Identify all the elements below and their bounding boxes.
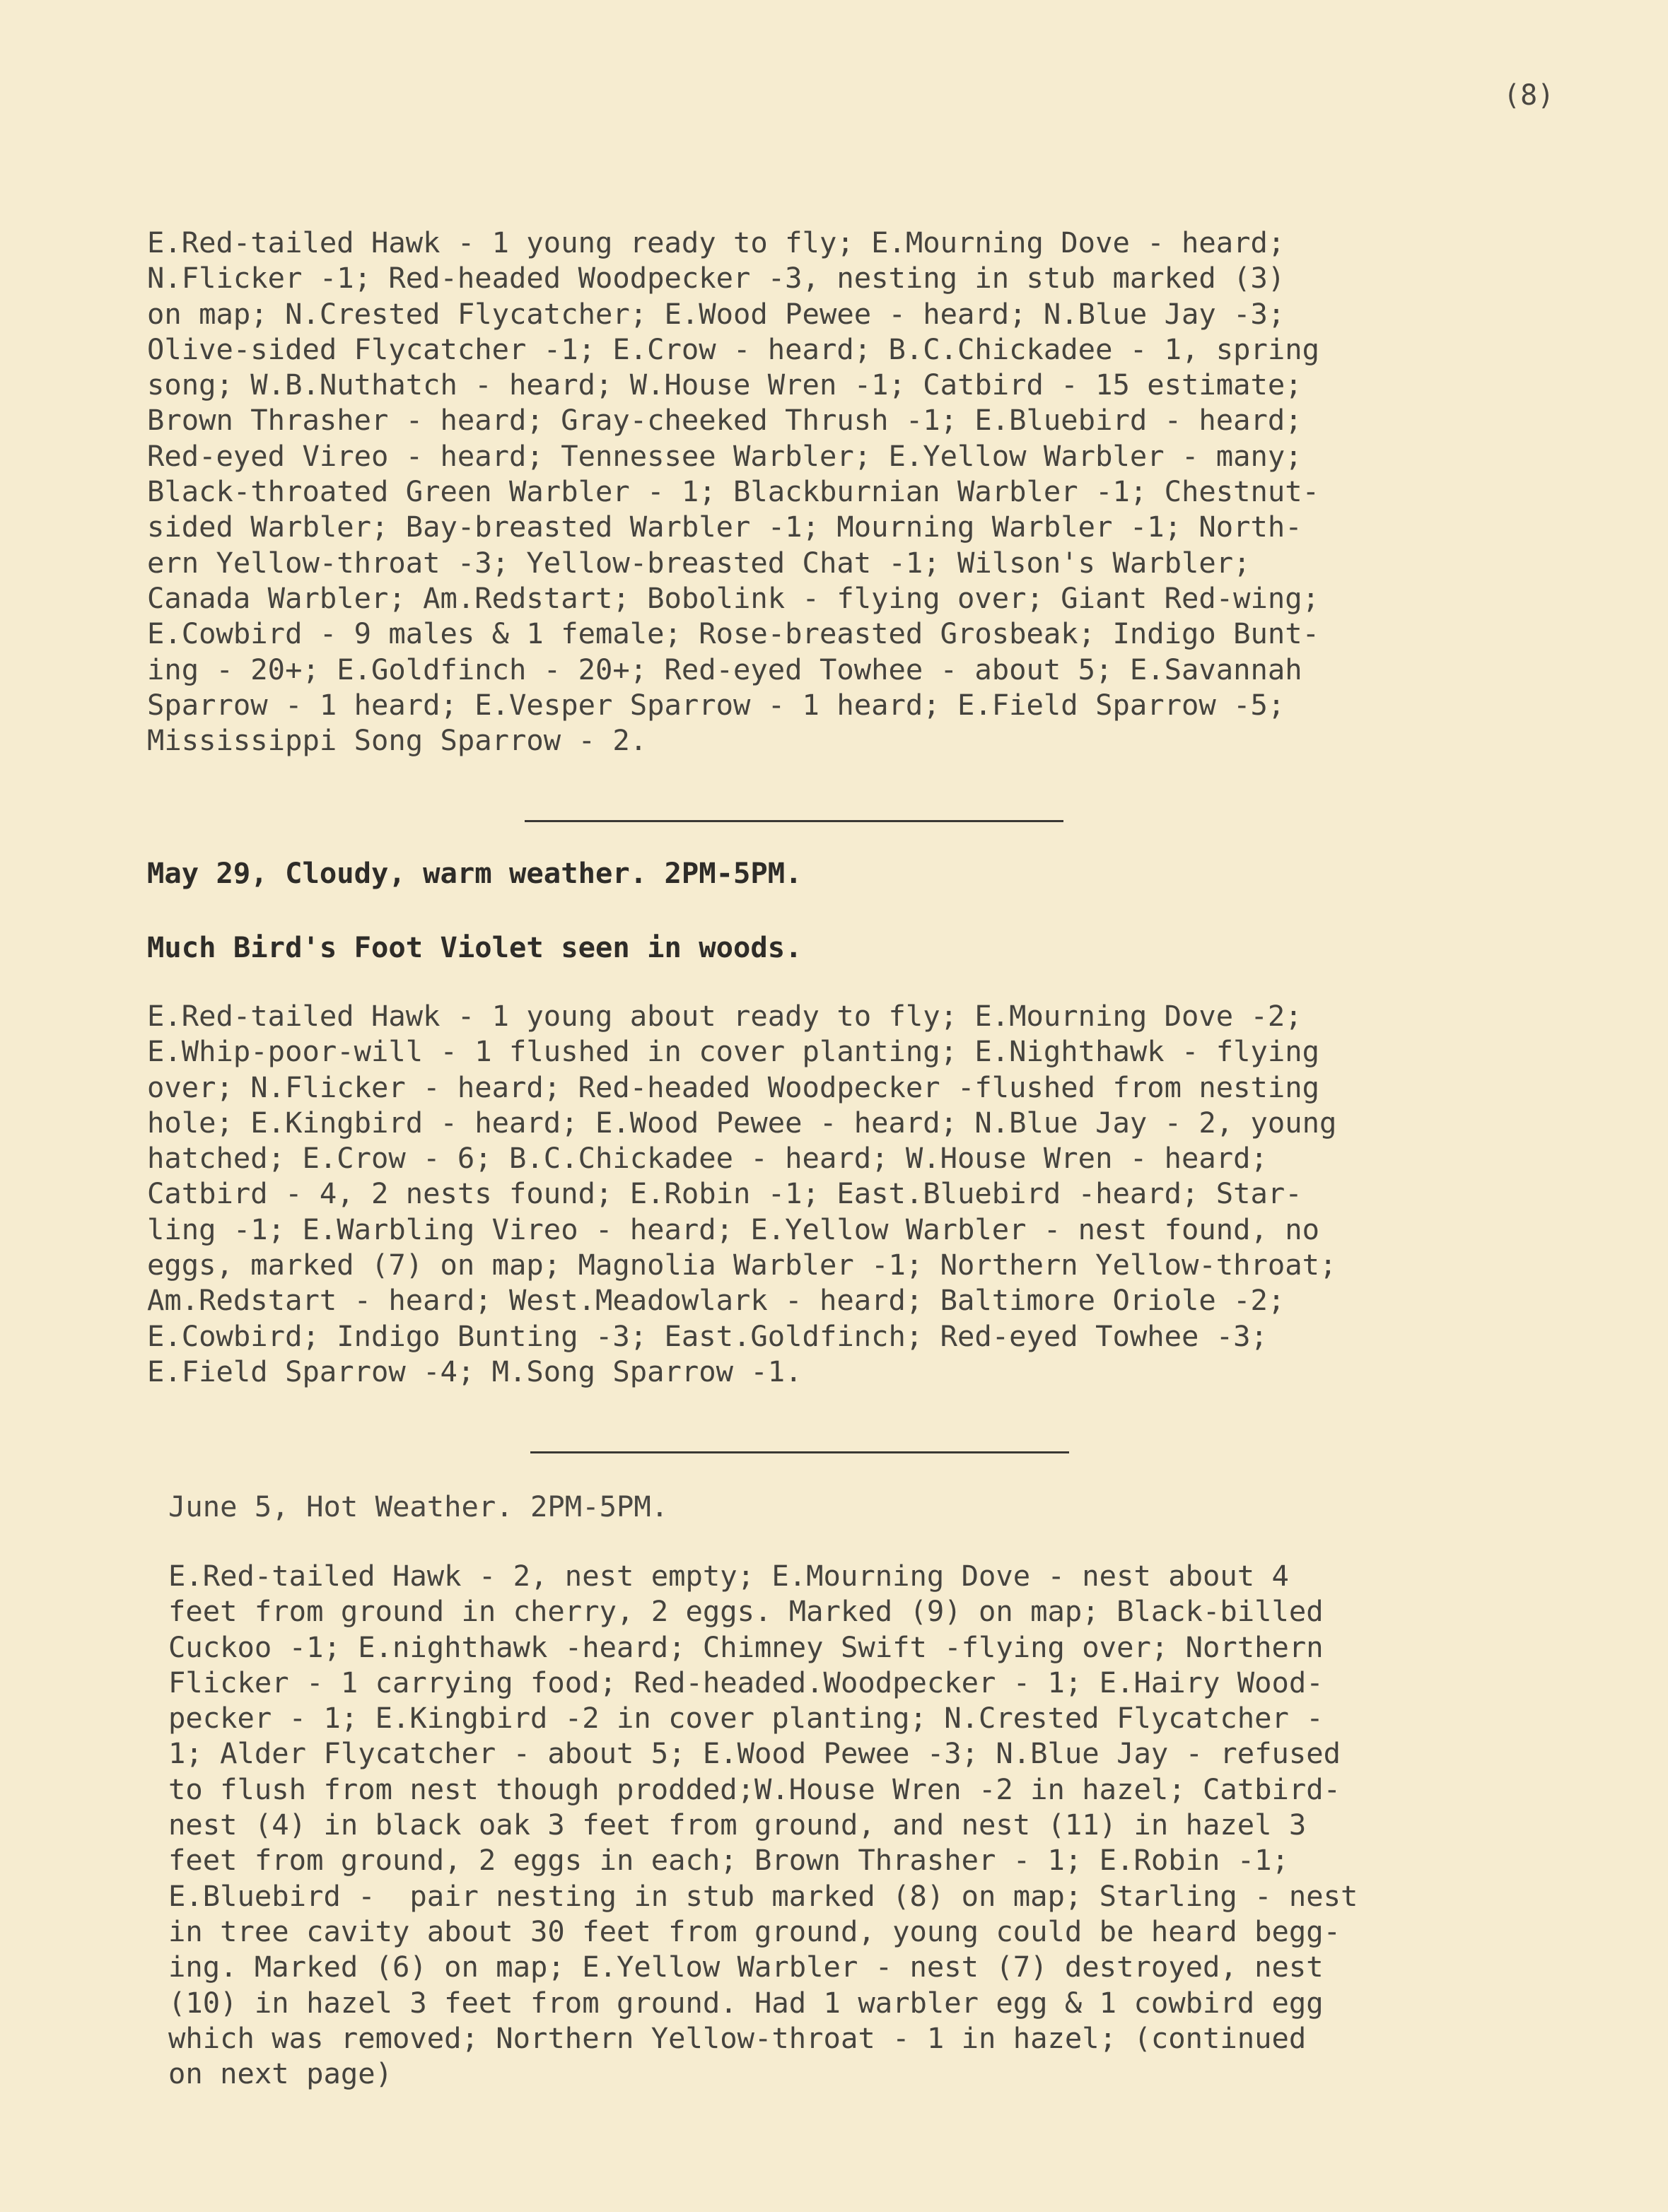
text-line: (10) in hazel 3 feet from ground. Had 1 warbler egg & 1 cowbird egg	[168, 1985, 1324, 2020]
text-line: Mississippi Song Sparrow - 2.	[147, 723, 648, 758]
text-line: Sparrow - 1 heard; E.Vesper Sparrow - 1 heard; E.Field Sparrow -5;	[147, 687, 1285, 722]
text-line: ing. Marked (6) on map; E.Yellow Warbler - nest (7) destroyed, nest	[168, 1950, 1324, 1984]
entry-date-may-29: May 29, Cloudy, warm weather. 2PM-5PM.	[147, 856, 803, 890]
text-line: in tree cavity about 30 feet from ground, young could be heard begg-	[168, 1914, 1341, 1948]
text-line: Brown Thrasher - heard; Gray-cheeked Thrush -1; E.Bluebird - heard;	[147, 403, 1302, 438]
text-line: over; N.Flicker - heard; Red-headed Woodpecker -flushed from nesting	[147, 1070, 1320, 1104]
entry-date-june-5: June 5, Hot Weather. 2PM-5PM.	[168, 1490, 669, 1523]
text-line: Flicker - 1 carrying food; Red-headed.Woodpecker - 1; E.Hairy Wood-	[168, 1665, 1324, 1699]
text-line: ing - 20+; E.Goldfinch - 20+; Red-eyed Towhee - about 5; E.Savannah	[147, 652, 1302, 686]
text-line: Cuckoo -1; E.nighthawk -heard; Chimney Swift -flying over; Northern	[168, 1629, 1324, 1664]
observation-block-1	[147, 225, 1646, 758]
text-line: E.Cowbird - 9 males & 1 female; Rose-breasted Grosbeak; Indigo Bunt-	[147, 616, 1320, 651]
text-line: feet from ground, 2 eggs in each; Brown Thrasher - 1; E.Robin -1;	[168, 1843, 1289, 1878]
page-number: (8)	[1503, 79, 1555, 112]
text-line: Olive-sided Flycatcher -1; E.Crow - heard; B.C.Chickadee - 1, spring	[147, 332, 1320, 366]
section-divider-1	[525, 820, 1063, 822]
text-line: pecker - 1; E.Kingbird -2 in cover planting; N.Crested Flycatcher -	[168, 1701, 1324, 1736]
text-line: hole; E.Kingbird - heard; E.Wood Pewee - heard; N.Blue Jay - 2, young	[147, 1105, 1337, 1140]
text-line: feet from ground in cherry, 2 eggs. Marked (9) on map; Black-billed	[168, 1594, 1324, 1629]
text-line: E.Bluebird - pair nesting in stub marked (8) on map; Starling - nest	[168, 1878, 1358, 1913]
section-divider-2	[530, 1451, 1069, 1453]
text-line: Red-eyed Vireo - heard; Tennessee Warbler; E.Yellow Warbler - many;	[147, 438, 1302, 473]
text-line: to flush from nest though prodded;W.House Wren -2 in hazel; Catbird-	[168, 1772, 1341, 1806]
text-line: 1; Alder Flycatcher - about 5; E.Wood Pewee -3; N.Blue Jay - refused	[168, 1736, 1341, 1771]
text-line: E.Red-tailed Hawk - 1 young about ready to fly; E.Mourning Dove -2;	[147, 999, 1302, 1033]
observation-block-2	[147, 998, 1646, 1389]
text-line: Catbird - 4, 2 nests found; E.Robin -1; East.Bluebird -heard; Star-	[147, 1176, 1302, 1211]
text-line: Am.Redstart - heard; West.Meadowlark - heard; Baltimore Oriole -2;	[147, 1283, 1285, 1318]
text-line: hatched; E.Crow - 6; B.C.Chickadee - heard; W.House Wren - heard;	[147, 1141, 1268, 1176]
text-line: E.Field Sparrow -4; M.Song Sparrow -1.	[147, 1354, 803, 1388]
text-line: ern Yellow-throat -3; Yellow-breasted Chat -1; Wilson's Warbler;	[147, 545, 1251, 580]
text-line: N.Flicker -1; Red-headed Woodpecker -3, nesting in stub marked (3)	[147, 261, 1285, 295]
text-line: E.Red-tailed Hawk - 1 young ready to fly; E.Mourning Dove - heard;	[147, 226, 1285, 259]
text-line: which was removed; Northern Yellow-throat - 1 in hazel; (continued	[168, 2020, 1307, 2055]
text-line: on map; N.Crested Flycatcher; E.Wood Pewee - heard; N.Blue Jay -3;	[147, 296, 1285, 331]
entry-note-violet: Much Bird's Foot Violet seen in woods.	[147, 930, 803, 964]
text-line: Black-throated Green Warbler - 1; Blackburnian Warbler -1; Chestnut-	[147, 474, 1320, 509]
text-line: E.Cowbird; Indigo Bunting -3; East.Goldfinch; Red-eyed Towhee -3;	[147, 1318, 1268, 1353]
text-line: E.Red-tailed Hawk - 2, nest empty; E.Mourning Dove - nest about 4	[168, 1559, 1289, 1593]
text-line: ling -1; E.Warbling Vireo - heard; E.Yellow Warbler - nest found, no	[147, 1212, 1320, 1246]
text-line: on next page)	[168, 2056, 392, 2091]
text-line: song; W.B.Nuthatch - heard; W.House Wren -1; Catbird - 15 estimate;	[147, 368, 1302, 402]
text-line: nest (4) in black oak 3 feet from ground, and nest (11) in hazel 3	[168, 1808, 1307, 1842]
text-line: E.Whip-poor-will - 1 flushed in cover planting; E.Nighthawk - flying	[147, 1034, 1320, 1069]
observation-block-3	[168, 1558, 1667, 2091]
text-line: Canada Warbler; Am.Redstart; Bobolink - flying over; Giant Red-wing;	[147, 580, 1320, 615]
text-line: sided Warbler; Bay-breasted Warbler -1; Mourning Warbler -1; North-	[147, 510, 1302, 544]
text-line: eggs, marked (7) on map; Magnolia Warbler -1; Northern Yellow-throat;	[147, 1248, 1337, 1282]
